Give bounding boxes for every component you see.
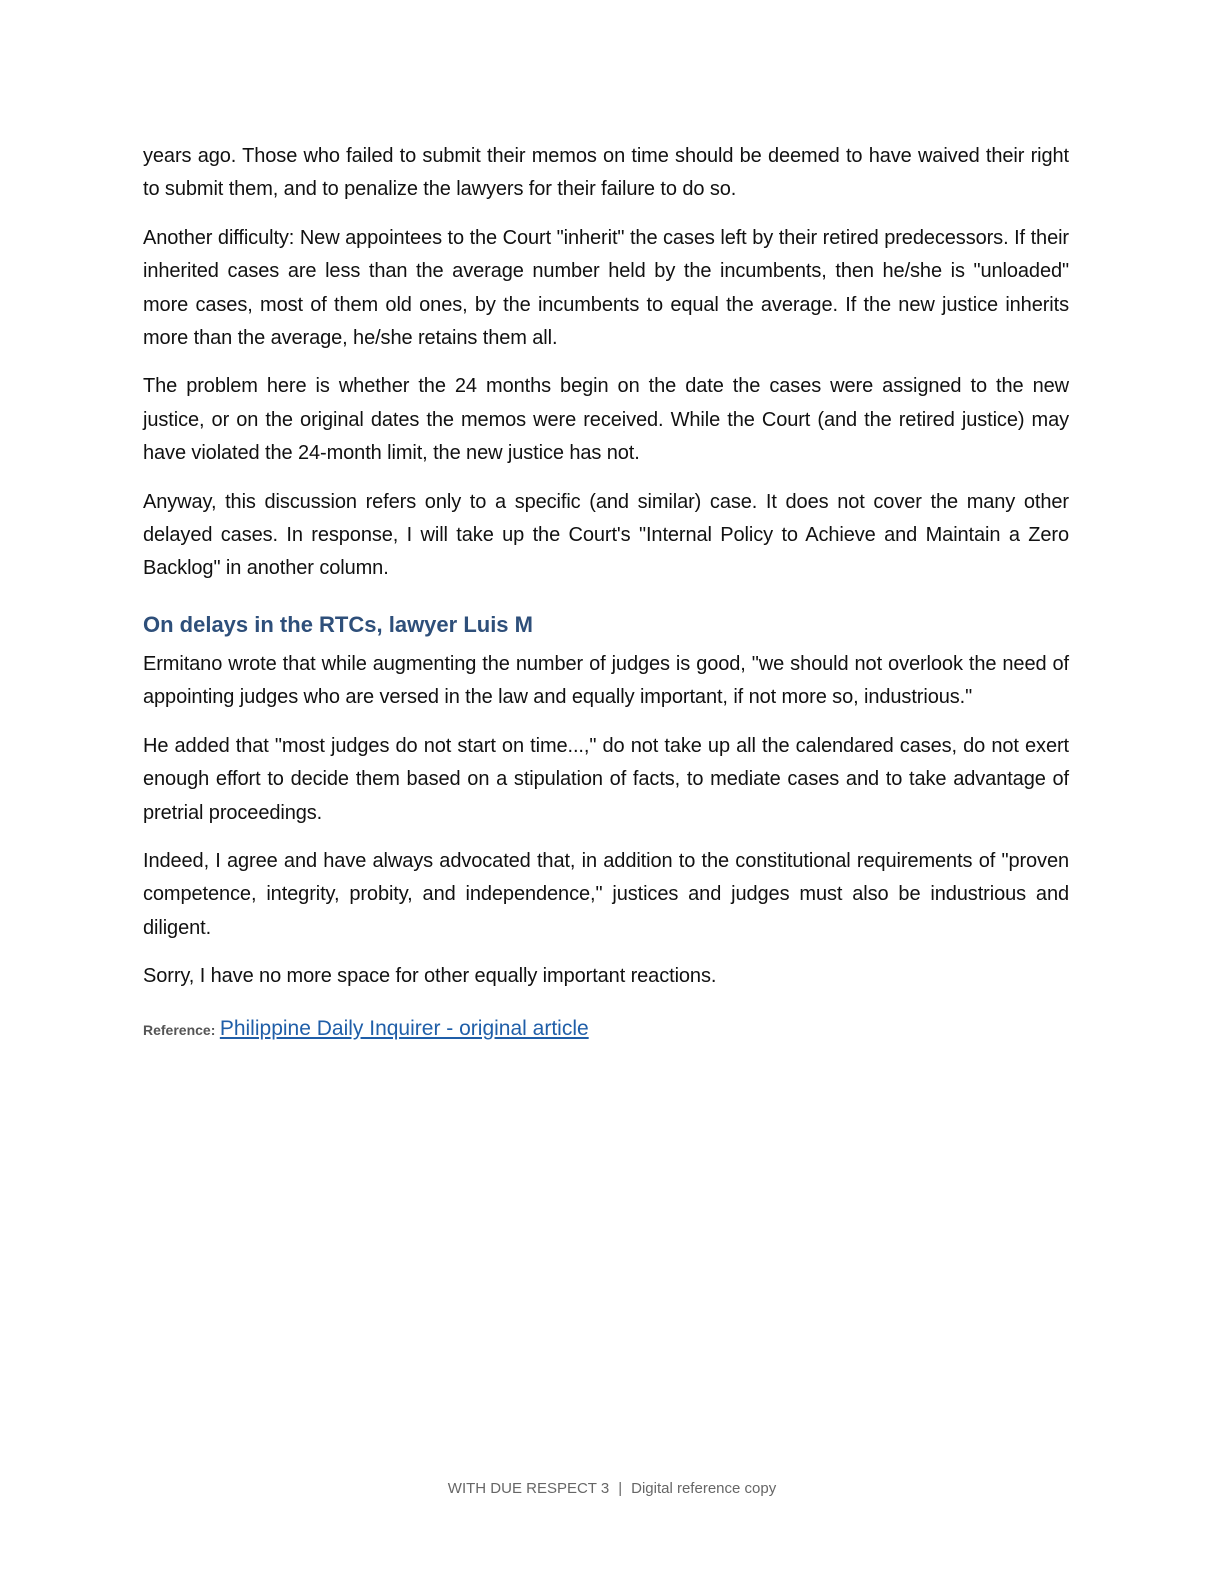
reference-label: Reference:	[143, 1021, 216, 1038]
paragraph-6: He added that "most judges do not start on time...," do not take up all the calendared cases, do not exert enough effort to decide them based on a stipulation of facts, to mediate cases and to take advantage of pretrial proceedings.	[143, 734, 1069, 824]
paragraph-2: Another difficulty: New appointees to the Court "inherit" the cases left by their retired predecessors. If their inherited cases are less than the average number held by the incumbents, then he/she is "unloaded" more cases, most of them old ones, by the incumbents to equal the average. If the new justice inherits more than the average, he/she retains them all.	[143, 226, 1069, 350]
footer-copy-label: Digital reference copy	[631, 1480, 777, 1497]
page-footer	[0, 1478, 1224, 1500]
section-heading: On delays in the RTCs, lawyer Luis M	[143, 611, 533, 637]
paragraph-5: Ermitano wrote that while augmenting the number of judges is good, "we should not overlook the need of appointing judges who are versed in the law and equally important, if not more so, industrious."	[143, 652, 1069, 709]
paragraph-3: The problem here is whether the 24 months begin on the date the cases were assigned to the new justice, or on the original dates the memos were received. While the Court (and the retired justice) may have violated the 24-month limit, the new justice has not.	[143, 375, 1069, 465]
footer-page-label: WITH DUE RESPECT 3	[447, 1480, 610, 1497]
paragraph-1: years ago. Those who failed to submit their memos on time should be deemed to have waived their right to submit them, and to penalize the lawyers for their failure to do so.	[143, 145, 1069, 201]
paragraph-4: Anyway, this discussion refers only to a specific (and similar) case. It does not cover the many other delayed cases. In response, I will take up the Court's "Internal Policy to Achieve and Maintain a Zero Backlog" in another column.	[143, 490, 1069, 580]
paragraph-8: Sorry, I have no more space for other equally important reactions.	[143, 965, 717, 988]
reference-line	[143, 1014, 1069, 1046]
paragraph-7: Indeed, I agree and have always advocated that, in addition to the constitutional requirements of "proven competence, integrity, probity, and independence," justices and judges must also be industrious and diligent.	[143, 849, 1069, 939]
reference-link[interactable]: Philippine Daily Inquirer - original article	[219, 1016, 589, 1040]
footer-separator: |	[618, 1480, 623, 1497]
document-body	[143, 140, 1069, 1046]
